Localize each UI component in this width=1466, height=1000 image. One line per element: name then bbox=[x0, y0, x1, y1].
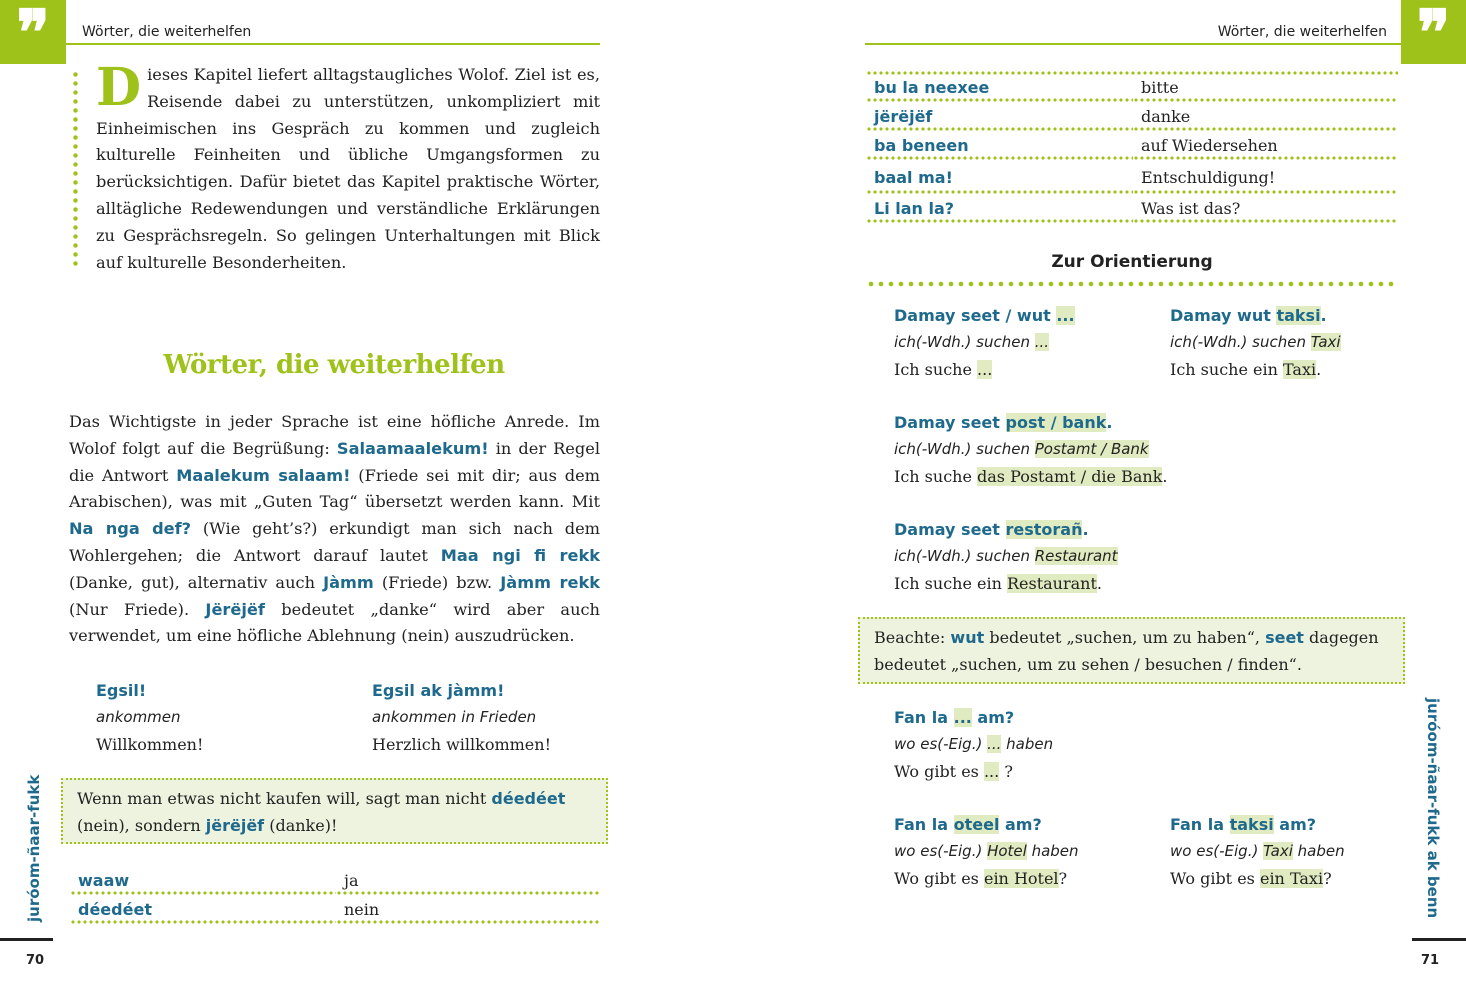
page-number-right: 71 bbox=[1421, 953, 1440, 968]
table-cell-german: bitte bbox=[1133, 73, 1398, 102]
phrase-literal: wo es(-Eig.) ... haben bbox=[894, 735, 1054, 753]
phrase-block bbox=[894, 704, 1154, 785]
phrase-german: Ich suche ein Restaurant. bbox=[894, 574, 1102, 593]
quote-mark-block-right bbox=[1401, 0, 1466, 69]
running-header-left: Wörter, die weiterhelfen bbox=[82, 24, 252, 40]
table-row bbox=[866, 131, 1398, 160]
phrase-block bbox=[894, 516, 1294, 597]
wolof-term: Jërëjëf bbox=[205, 599, 265, 619]
footer-rule-left bbox=[0, 938, 53, 941]
side-label-right: juróom-ñaar-fukk ak benn bbox=[1424, 698, 1442, 919]
wolof-term: déedéet bbox=[491, 789, 566, 808]
dotted-margin-line bbox=[73, 70, 78, 270]
note-box: Wenn man etwas nicht kaufen will, sagt man nicht déedéet (nein), sondern jërëjëf (danke)! bbox=[61, 778, 608, 844]
table-cell-german: auf Wiedersehen bbox=[1133, 131, 1398, 160]
table-row bbox=[866, 160, 1398, 194]
wolof-term: Maalekum salaam! bbox=[176, 465, 351, 485]
table-cell-german: danke bbox=[1133, 102, 1398, 131]
phrase-literal: ankommen bbox=[96, 708, 181, 726]
table-row bbox=[866, 194, 1398, 223]
table-cell-wolof: Li lan la? bbox=[866, 194, 1133, 223]
phrase-wolof: Egsil! bbox=[96, 681, 147, 700]
phrase-german: Ich suche ein Taxi. bbox=[1170, 360, 1322, 379]
phrase-wolof: Damay seet restorañ. bbox=[894, 520, 1089, 539]
page-number-left: 70 bbox=[26, 953, 45, 968]
wolof-term: wut bbox=[950, 628, 985, 647]
phrase-wolof: Fan la ... am? bbox=[894, 708, 1015, 727]
wolof-term: Na nga def? bbox=[69, 519, 192, 539]
side-label-left: juróom-ñaar-fukk bbox=[25, 774, 43, 922]
phrase-literal: wo es(-Eig.) Hotel haben bbox=[894, 842, 1079, 860]
phrase-german: Willkommen! bbox=[96, 735, 204, 754]
table-cell-wolof: bu la neexee bbox=[866, 73, 1133, 102]
phrase-literal: ich(-Wdh.) suchen ... bbox=[894, 333, 1050, 351]
phrase-block bbox=[1170, 811, 1400, 892]
table-cell-wolof: baal ma! bbox=[866, 160, 1133, 194]
word-table-right bbox=[866, 73, 1398, 223]
phrase-literal: ich(-Wdh.) suchen Restaurant bbox=[894, 547, 1118, 565]
table-row bbox=[70, 895, 600, 924]
word-table-left bbox=[70, 866, 600, 924]
table-row bbox=[866, 102, 1398, 131]
phrase-block bbox=[894, 811, 1154, 892]
phrase-wolof: Damay seet / wut ... bbox=[894, 306, 1075, 325]
subheading-rule bbox=[866, 281, 1398, 287]
wolof-term: seet bbox=[1265, 628, 1304, 647]
table-cell-german: Was ist das? bbox=[1133, 194, 1398, 223]
phrase-wolof: Fan la taksi am? bbox=[1170, 815, 1317, 834]
phrase-literal: ich(-Wdh.) suchen Taxi bbox=[1170, 333, 1341, 351]
wolof-term: Salaamaalekum! bbox=[336, 438, 489, 458]
quote-icon: ❞ bbox=[16, 0, 50, 69]
phrase-german: Wo gibt es ... ? bbox=[894, 762, 1013, 781]
running-header-right: Wörter, die weiterhelfen bbox=[1217, 24, 1387, 40]
phrase-german: Wo gibt es ein Hotel? bbox=[894, 869, 1068, 888]
quote-mark-block-left bbox=[0, 0, 66, 69]
wolof-term: jërëjëf bbox=[205, 816, 265, 835]
table-cell-german: ja bbox=[336, 866, 600, 895]
phrase-literal: wo es(-Eig.) Taxi haben bbox=[1170, 842, 1345, 860]
phrase-german: Ich suche ... bbox=[894, 360, 993, 379]
table-cell-wolof: waaw bbox=[70, 866, 336, 895]
phrase-block bbox=[894, 302, 1154, 383]
table-cell-german: Entschuldigung! bbox=[1133, 160, 1398, 194]
phrase-literal: ankommen in Frieden bbox=[372, 708, 537, 726]
phrase-german: Wo gibt es ein Taxi? bbox=[1170, 869, 1332, 888]
phrase-wolof: Fan la oteel am? bbox=[894, 815, 1042, 834]
phrase-wolof: Damay seet post / bank. bbox=[894, 413, 1113, 432]
wolof-term: Jàmm rekk bbox=[500, 572, 600, 592]
table-cell-wolof: ba beneen bbox=[866, 131, 1133, 160]
body-paragraph: Das Wichtigste in jeder Sprache ist eine höfliche Anrede. Im Wolof folgt auf die Begrüßung: Salaamaalekum! in der Regel die Antwort Maalekum salaam! (Friede sei mit dir; aus dem Arabischen), was mit „Guten Tag“ übersetzt werden kann. Mit Na nga def? (Wie geht’s?) erkundigt man sich nach dem Wohlergehen; die Antwort darauf lautet Maa ngi fi rekk (Danke, gut), alternativ auch Jàmm (Friede) bzw. Jàmm rekk (Nur Friede). Jërëjëf bedeutet „danke“ wird aber auch verwendet, um eine höfliche Ablehnung (nein) auszudrücken. bbox=[69, 412, 601, 646]
table-cell-wolof: jërëjëf bbox=[866, 102, 1133, 131]
table-row bbox=[866, 73, 1398, 102]
phrase-literal: ich(-Wdh.) suchen Postamt / Bank bbox=[894, 440, 1149, 458]
table-cell-wolof: déedéet bbox=[70, 895, 336, 924]
phrase-block bbox=[1170, 302, 1400, 383]
phrase-german: Ich suche das Postamt / die Bank. bbox=[894, 467, 1168, 486]
subheading: Zur Orientierung bbox=[1051, 252, 1213, 272]
footer-rule-right bbox=[1412, 938, 1466, 941]
phrase-wolof: Damay wut taksi. bbox=[1170, 306, 1327, 325]
table-row bbox=[70, 866, 600, 895]
intro-paragraph: Dieses Kapitel liefert alltagstaugliches Wolof. Ziel ist es, Reisende dabei zu unterstützen, unkompliziert mit Einheimischen ins Gespräch zu kommen und zugleich kulturelle Feinheiten und übliche Umgangsformen zu berücksichtigen. Dafür bietet das Kapitel praktische Wörter, alltägliche Redewendungen und verständliche Erklärungen zu Gesprächsregeln. So gelingen Unterhaltungen mit Blick auf kulturelle Besonderheiten. bbox=[96, 57, 600, 272]
phrase-block bbox=[96, 677, 356, 758]
dropcap: D bbox=[96, 57, 142, 118]
phrase-wolof: Egsil ak jàmm! bbox=[372, 681, 505, 700]
phrase-block bbox=[372, 677, 602, 758]
quote-icon: ❞ bbox=[1416, 0, 1451, 69]
table-cell-german: nein bbox=[336, 895, 600, 924]
section-title: Wörter, die weiterhelfen bbox=[163, 350, 505, 380]
note-box: Beachte: wut bedeutet „suchen, um zu haben“, seet dagegen bedeutet „suchen, um zu sehen / besuchen / finden“. bbox=[858, 617, 1405, 684]
phrase-block bbox=[894, 409, 1294, 490]
header-rule-right bbox=[865, 43, 1401, 45]
phrase-german: Herzlich willkommen! bbox=[372, 735, 552, 754]
header-rule-left bbox=[66, 43, 600, 45]
wolof-term: Jàmm bbox=[323, 572, 374, 592]
wolof-term: Maa ngi fi rekk bbox=[440, 545, 601, 565]
